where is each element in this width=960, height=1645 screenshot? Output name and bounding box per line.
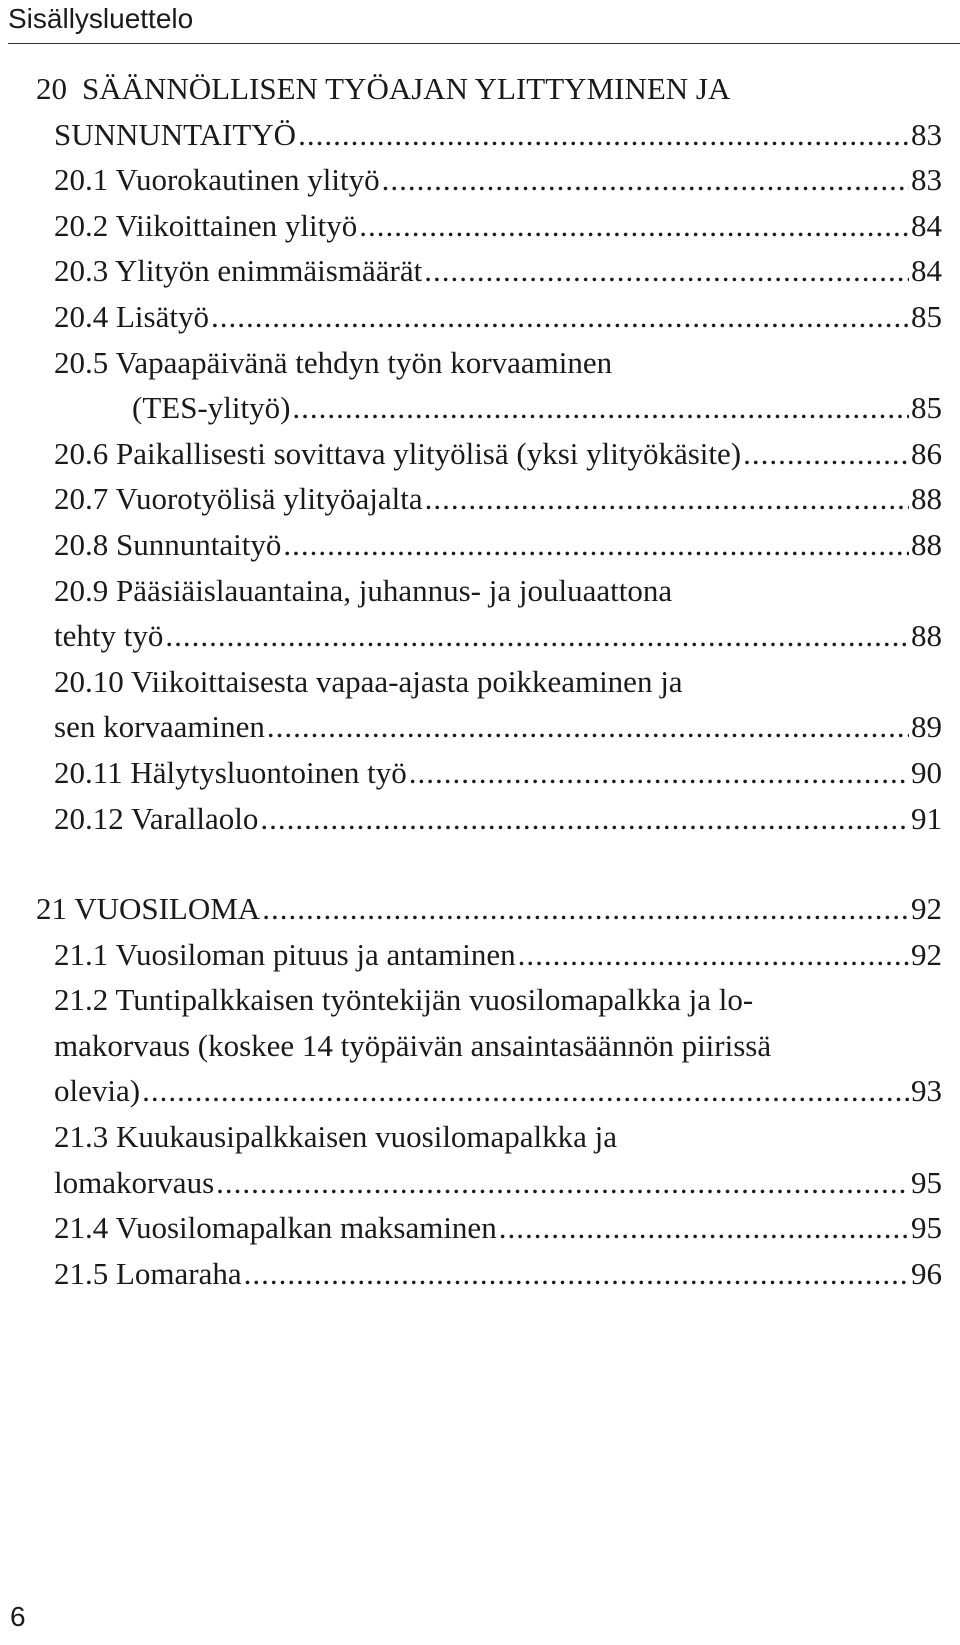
toc-entry-20-11[interactable] bbox=[36, 750, 942, 796]
toc-entry-title: 20.6 Paikallisesti sovittava ylityölisä (yksi ylityökäsite) bbox=[54, 435, 742, 471]
toc-entry-20-10-cont[interactable] bbox=[36, 704, 942, 750]
toc-entry-title-cont: tehty työ bbox=[54, 618, 164, 654]
toc-entry-title: 20.5 Vapaapäivänä tehdyn työn korvaaminen bbox=[54, 344, 613, 380]
toc-leader-dots bbox=[409, 750, 909, 796]
toc-entry-title: 20.11 Hälytysluontoinen työ bbox=[54, 754, 407, 790]
toc-page-number: 93 bbox=[911, 1073, 942, 1109]
toc-entry-title: 20.2 Viikoittainen ylityö bbox=[54, 207, 358, 243]
toc-entry-title: 21.4 Vuosilomapalkan maksaminen bbox=[54, 1210, 497, 1246]
toc-entry-title: 20.1 Vuorokautinen ylityö bbox=[54, 162, 380, 198]
toc-leader-dots bbox=[743, 431, 909, 477]
toc-entry-20-4[interactable] bbox=[36, 294, 942, 340]
toc-leader-dots bbox=[359, 203, 909, 249]
toc-leader-dots bbox=[267, 704, 909, 750]
toc-page-number: 84 bbox=[911, 207, 942, 243]
toc-entry-title: 20.9 Pääsiäislauantaina, juhannus- ja jouluaattona bbox=[54, 572, 673, 608]
toc-leader-dots bbox=[424, 248, 909, 294]
toc-page-number: 95 bbox=[911, 1164, 942, 1200]
toc-entry-title: 20.4 Lisätyö bbox=[54, 298, 209, 334]
toc-entry-title: 20.3 Ylityön enimmäismäärät bbox=[54, 253, 423, 289]
section-spacer bbox=[36, 841, 942, 886]
toc-entry-title-cont: lomakorvaus bbox=[54, 1164, 215, 1200]
toc-entry-20-1[interactable] bbox=[36, 157, 942, 203]
toc-entry-title: 21.1 Vuosiloman pituus ja antaminen bbox=[54, 936, 516, 972]
toc-entry-title-cont: (TES-ylityö) bbox=[132, 390, 291, 426]
toc-section-title: 21 VUOSILOMA bbox=[36, 891, 261, 927]
toc-leader-dots bbox=[260, 796, 909, 842]
toc-leader-dots bbox=[298, 112, 909, 158]
toc-entry-20-3[interactable] bbox=[36, 248, 942, 294]
toc-entry-20-2[interactable] bbox=[36, 203, 942, 249]
toc-page-number: 83 bbox=[911, 116, 942, 152]
toc-leader-dots bbox=[216, 1160, 909, 1206]
toc-entry-21-2-cont1[interactable] bbox=[36, 1023, 942, 1069]
toc-page-number: 85 bbox=[911, 390, 942, 426]
toc-page-number: 89 bbox=[911, 709, 942, 745]
toc-leader-dots bbox=[142, 1068, 909, 1114]
toc-page-number: 91 bbox=[911, 800, 942, 836]
toc-leader-dots bbox=[244, 1251, 909, 1297]
toc-entry-title: 21.2 Tuntipalkkaisen työntekijän vuosilomapalkka ja lo- bbox=[54, 982, 754, 1018]
toc-entry-20-7[interactable] bbox=[36, 476, 942, 522]
toc-page-number: 88 bbox=[911, 618, 942, 654]
toc-page-number: 84 bbox=[911, 253, 942, 289]
toc-entry-20-5-cont[interactable] bbox=[36, 385, 942, 431]
toc-section-21-heading[interactable] bbox=[36, 886, 942, 932]
toc-entry-20-10[interactable] bbox=[36, 659, 942, 705]
toc-section-title: SÄÄNNÖLLISEN TYÖAJAN YLITTYMINEN JA bbox=[82, 71, 731, 106]
toc-entry-title-cont: olevia) bbox=[54, 1073, 141, 1109]
toc-page-number: 92 bbox=[911, 936, 942, 972]
toc-entry-title: 20.8 Sunnuntaityö bbox=[54, 526, 282, 562]
toc-leader-dots bbox=[382, 157, 909, 203]
toc-entry-title-cont: makorvaus (koskee 14 työpäivän ansaintasäännön piirissä bbox=[54, 1027, 772, 1063]
toc-leader-dots bbox=[165, 613, 909, 659]
toc-leader-dots bbox=[262, 886, 909, 932]
toc-section-number: 20 bbox=[36, 71, 67, 106]
toc-section-title-cont: SUNNUNTAITYÖ bbox=[54, 116, 297, 152]
toc-page-number: 92 bbox=[911, 891, 942, 927]
toc-entry-21-2[interactable] bbox=[36, 977, 942, 1023]
toc-page-number: 86 bbox=[911, 435, 942, 471]
toc-entry-title: 20.12 Varallaolo bbox=[54, 800, 259, 836]
toc-leader-dots bbox=[499, 1205, 909, 1251]
page-header bbox=[8, 0, 960, 36]
toc-entry-20-9-cont[interactable] bbox=[36, 613, 942, 659]
toc-leader-dots bbox=[283, 522, 909, 568]
toc-entry-21-5[interactable] bbox=[36, 1251, 942, 1297]
toc-section-20-heading-cont[interactable] bbox=[36, 112, 942, 158]
toc-leader-dots bbox=[518, 932, 909, 978]
toc-leader-dots bbox=[292, 385, 909, 431]
toc-entry-21-4[interactable] bbox=[36, 1205, 942, 1251]
toc-entry-20-9[interactable] bbox=[36, 568, 942, 614]
toc-page-number: 88 bbox=[911, 526, 942, 562]
toc-entry-title: 21.3 Kuukausipalkkaisen vuosilomapalkka ja bbox=[54, 1119, 618, 1155]
toc-entry-title: 20.10 Viikoittaisesta vapaa-ajasta poikkeaminen ja bbox=[54, 663, 683, 699]
toc-page-number: 83 bbox=[911, 162, 942, 198]
toc-page-number: 85 bbox=[911, 298, 942, 334]
toc-entry-20-6[interactable] bbox=[36, 431, 942, 477]
toc-page-number: 95 bbox=[911, 1210, 942, 1246]
toc-leader-dots bbox=[425, 476, 909, 522]
page-title: Sisällysluettelo bbox=[8, 3, 194, 34]
page-number: 6 bbox=[10, 1601, 26, 1632]
toc-entry-20-8[interactable] bbox=[36, 522, 942, 568]
toc-entry-title-cont: sen korvaaminen bbox=[54, 709, 265, 745]
toc-page-number: 90 bbox=[911, 754, 942, 790]
toc-entry-21-3[interactable] bbox=[36, 1114, 942, 1160]
toc-entry-title: 20.7 Vuorotyölisä ylityöajalta bbox=[54, 481, 423, 517]
toc-section-20-heading[interactable] bbox=[36, 66, 942, 112]
table-of-contents bbox=[36, 66, 942, 1296]
toc-page-number: 88 bbox=[911, 481, 942, 517]
toc-entry-20-5[interactable] bbox=[36, 340, 942, 386]
toc-entry-20-12[interactable] bbox=[36, 796, 942, 842]
toc-leader-dots bbox=[211, 294, 909, 340]
toc-page-number: 96 bbox=[911, 1255, 942, 1291]
header-divider bbox=[8, 43, 960, 44]
toc-entry-title: 21.5 Lomaraha bbox=[54, 1255, 242, 1291]
toc-entry-21-3-cont[interactable] bbox=[36, 1160, 942, 1206]
toc-entry-21-2-cont2[interactable] bbox=[36, 1068, 942, 1114]
toc-entry-21-1[interactable] bbox=[36, 932, 942, 978]
